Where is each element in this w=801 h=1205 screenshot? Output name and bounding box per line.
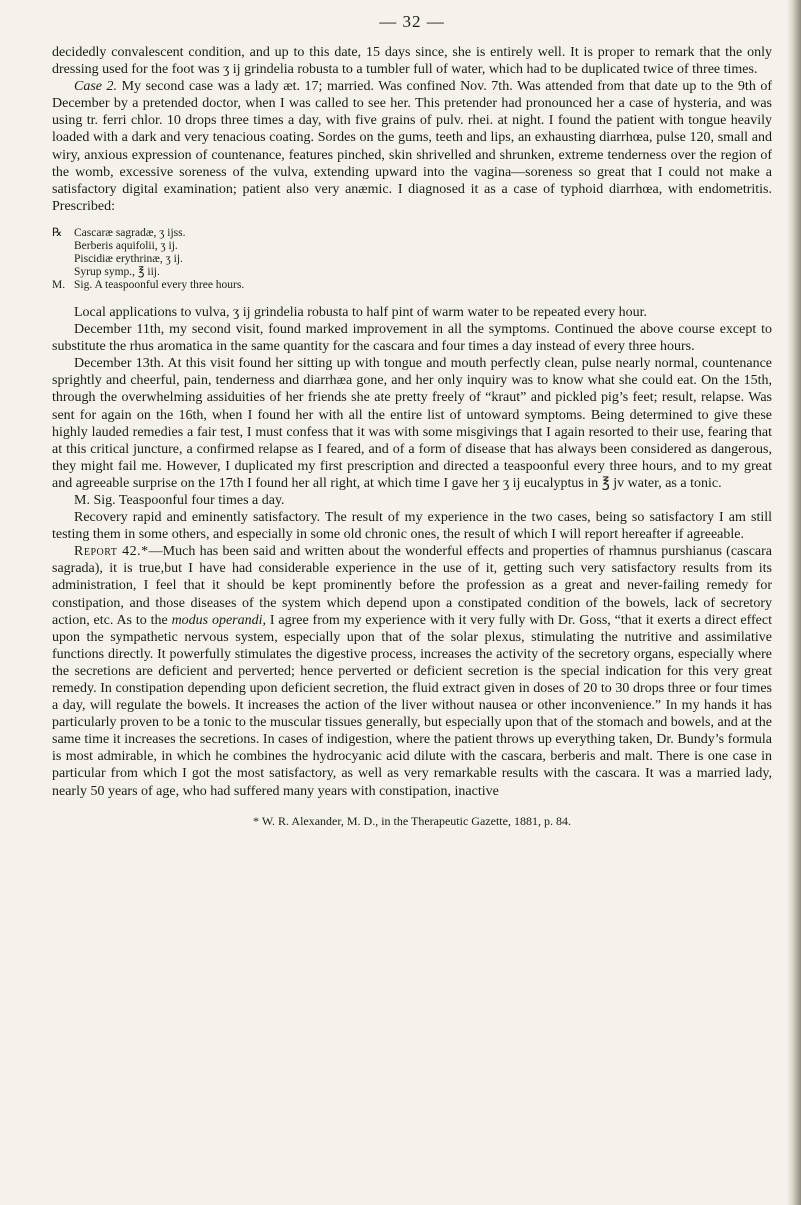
modus-operandi-text: modus operandi, [171, 612, 267, 628]
paragraph-recovery: Recovery rapid and eminently satisfactory. The result of my experience in the two cases, being so satisfactory I am still testing them in some others, and especially in some old chronic ones, the result of which I will report hereafter if agreeable. [52, 510, 772, 543]
case-2-text: My second case was a lady æt. 17; married. Was confined Nov. 7th. Was attended from that date up to the 9th of December by a pretended doctor, when I was called to see her. This pretender had pronounced her a case of hysteria, and was using tr. ferri chlor. 10 drops three times a day, with five grains of pulv. rhei. at night. I found the patient with tongue heavily loaded with a dark and very tenacious coating. Sordes on the gums, teeth and lips, an exhausting diarrhœa, pulse 120, small and wiry, anxious expression of countenance, features pinched, skin shrivelled and shrunken, extreme tenderness over the region of the womb, excessive soreness of the vulva, extending upward into the vagina—soreness so great that I could not make a satisfactory digital examination; patient also very anæmic. I diagnosed it as a case of typhoid diarrhœa, with endometritis. Prescribed: [52, 79, 773, 214]
sig-mark: M. [52, 278, 66, 291]
prescription-ingredient: Piscidiæ erythrinæ, ʒ ij. [74, 252, 183, 265]
paragraph-sig: M. Sig. Teaspoonful four times a day. [74, 492, 285, 508]
report-42-label: Report 42.* [74, 544, 149, 560]
document-page [52, 12, 772, 829]
paragraph-december-11: December 11th, my second visit, found marked improvement in all the symptoms. Continued the above course except to substitute the rhus aromatica in the same quantity for the cascara and four times a day instead of every three hours. [52, 322, 772, 355]
paragraph-report-42 [52, 543, 772, 799]
prescription-line [52, 266, 772, 279]
case-2-label: Case 2. [74, 79, 118, 95]
rx-symbol: ℞ [52, 226, 63, 239]
paragraph-local-applications: Local applications to vulva, ʒ ij grindelia robusta to half pint of warm water to be repeated every hour. [74, 304, 648, 320]
footnote: * W. R. Alexander, M. D., in the Therapeutic Gazette, 1881, p. 84. [253, 813, 571, 828]
prescription-line [52, 240, 772, 253]
report-42-text-a: —Much has been said and written about the wonderful effects and properties of rhamnus purshianus (cascara sagrada), it is true,but I have had considerable experience in the use of it, getting such very satisfactory results from its administration, I feel that it should be kept prominently before the profession as a great and never-failing remedy for constipation, and those diseases of the system which depend upon a constipated condition of the bowels, lack of secretory action, etc. As to the [52, 544, 772, 628]
prescription-ingredient: Berberis aquifolii, ʒ ij. [74, 239, 178, 252]
prescription-line [52, 253, 772, 266]
paragraph-continuation: decidedly convalescent condition, and up to this date, 15 days since, she is entirely well. It is proper to remark that the only dressing used for the foot was ʒ ij grindelia robusta to a tumbler full of water, which had to be duplicated twice of three times. [52, 45, 772, 78]
report-42-text-b: I agree from my experience with it very fully with Dr. Goss, “that it exerts a direct effect upon the sympathetic nervous system, especially upon that of the solar plexus, stimulating the nutritive and assimilative functions directly. It powerfully stimulates the digestive process, increases the activity of the secretory organs, especially where the secretions are deficient and perverted; hence perverted or deficient secretion is the special indication for this very great remedy. In constipation depending upon deficient secretion, the fluid extract given in doses of 20 to 30 drops three or four times a day, will regulate the bowels. It increases the action of the liver without nausea or other inconvenience.” In my hands it has particularly proven to be a tonic to the muscular tissues generally, but especially upon that of the stomach and bowels, and at the same time it increases the secretions. In cases of indigestion, where the patient throws up everything taken, Dr. Bundy’s formula is most admirable, in which he combines the hydrocyanic acid dilute with the cascara, berberis and malt. There is one case in particular from which I got the most satisfactory, as well as very remarkable results with the cascara. It was a married lady, nearly 50 years of age, who had suffered many years with constipation, inactive [52, 612, 772, 799]
sig-text: Sig. A teaspoonful every three hours. [74, 278, 245, 291]
prescription-line [52, 227, 772, 240]
prescription-ingredient: Cascaræ sagradæ, ʒ ijss. [74, 226, 186, 239]
prescription-ingredient: Syrup symp., ℥ iij. [74, 265, 160, 278]
paragraph-case-2 [52, 78, 772, 215]
page-number: — 32 — [379, 12, 445, 31]
prescription-sig-line [52, 279, 772, 292]
paragraph-december-13: December 13th. At this visit found her sitting up with tongue and mouth perfectly clean, pulse nearly normal, countenance sprightly and cheerful, pain, tenderness and diarrhæa gone, and her only inquiry was to know what she could eat. On the 15th, through the overwhelming assiduities of her friends she ate pretty freely of “kraut” and pickled pig’s feet; result, relapse. Was sent for again on the 16th, when I found her with all the entire list of untoward symptoms. Being determined to give these highly lauded remedies a fair test, I must confess that it was with some misgivings that I again resorted to their use, fearing that at this critical juncture, a confirmed relapse as I feared, and of a form of disease that has always been considered as dangerous, they might fail me. However, I duplicated my first prescription and directed a teaspoonful every three hours, and to my great and agreeable surprise on the 17th I found her all right, at which time I gave her ʒ ij eucalyptus in ℥ jv water, as a tonic. [52, 356, 772, 491]
prescription-block [52, 227, 772, 292]
page-edge [787, 0, 801, 1205]
